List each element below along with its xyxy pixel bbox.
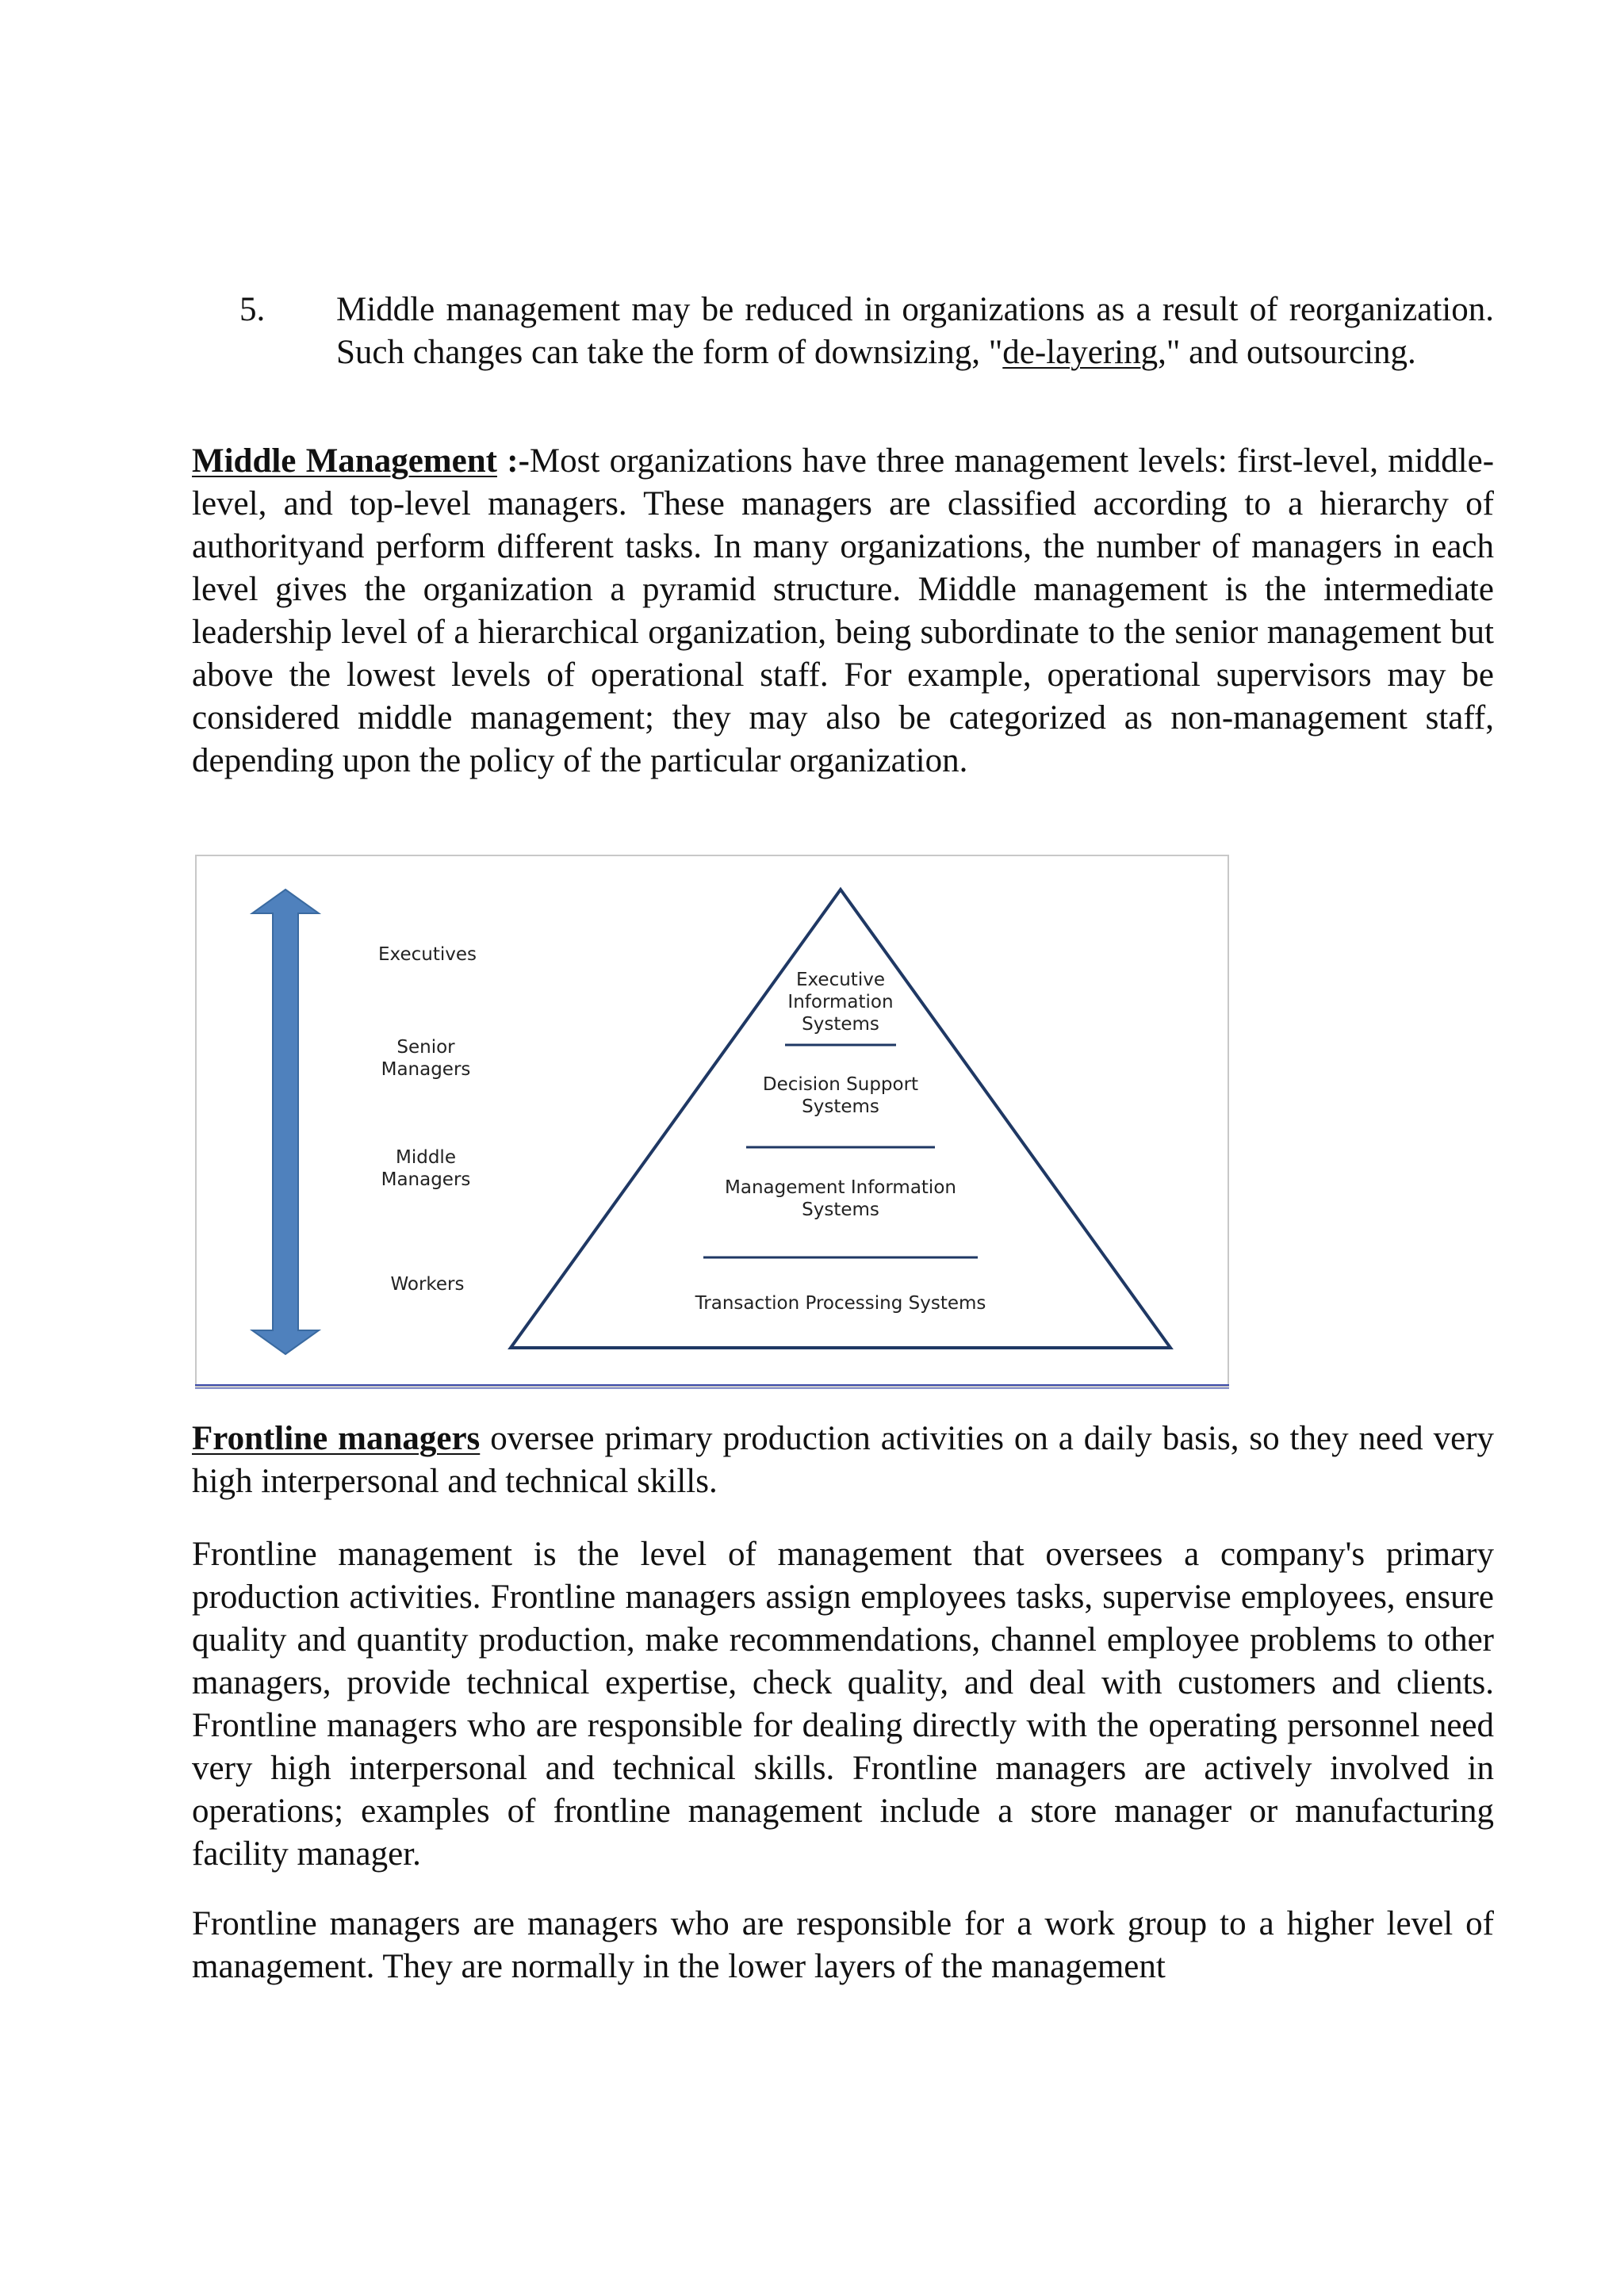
tier-label-transaction-processing-systems: Transaction Processing Systems (695, 1293, 986, 1314)
level-label-executives: Executives (378, 944, 477, 965)
de-layering-link[interactable]: de-layering (1002, 334, 1159, 371)
list-text-start: Middle management may be reduced in organizations as a result of reorganization. Such changes can take the form of downsizing, " (336, 291, 1494, 371)
middle-management-heading: Middle Management (192, 442, 497, 480)
management-pyramid-figure (195, 855, 1229, 1387)
frontline-managers-heading: Frontline managers (192, 1420, 481, 1457)
figure-bottom-rule (195, 1384, 1229, 1389)
middle-management-paragraph (192, 440, 1494, 783)
level-label-middle-managers: Middle Managers (381, 1147, 471, 1190)
list-number: 5. (239, 291, 266, 328)
double-arrow-icon (252, 890, 319, 1354)
tier-label-decision-support-systems: Decision Support Systems (762, 1074, 919, 1117)
frontline-intro-paragraph (192, 1418, 1494, 1503)
tier-label-executive-information-systems: Executive Information Systems (787, 970, 894, 1035)
heading-separator: :- (496, 442, 530, 480)
list-text-end: ," and outsourcing. (1158, 334, 1416, 371)
level-label-workers: Workers (390, 1274, 465, 1295)
tier-label-management-information-systems: Management Information Systems (725, 1177, 956, 1220)
level-label-senior-managers: Senior Managers (381, 1037, 471, 1080)
middle-management-body: Most organizations have three management levels: first-level, middle-level, and top-level managers. These managers are classified according to a hierarchy of authorityand perform different tasks. In many organizations, the number of managers in each level gives the organization a pyramid structure. Middle management is the intermediate leadership level of a hierarchical organization, being subordinate to the senior management but above the lowest levels of operational staff. For example, operational supervisors may be considered middle management; they may also be categorized as non-management staff, depending upon the policy of the particular organization. (192, 442, 1495, 779)
pyramid-outline (511, 890, 1170, 1348)
frontline-management-paragraph: Frontline management is the level of management that oversees a company's primary production activities. Frontline managers assign employees tasks, supervise employees, ensure quality and quantity production, make recommendations, channel employee problems to other managers, provide technical expertise, check quality, and deal with customers and clients. Frontline managers who are responsible for dealing directly with the operating personnel need very high interpersonal and technical skills. Frontline managers are actively involved in operations; examples of frontline management include a store manager or manufacturing facility manager. (192, 1536, 1494, 1873)
frontline-managers-paragraph: Frontline managers are managers who are responsible for a work group to a higher level of management. They are normally in the lower layers of the management (192, 1905, 1494, 1985)
list-item-text (336, 289, 1494, 374)
frontline-intro-text: oversee primary production activities on a daily basis, so they need very high interpersonal and technical skills. (192, 1420, 1495, 1500)
